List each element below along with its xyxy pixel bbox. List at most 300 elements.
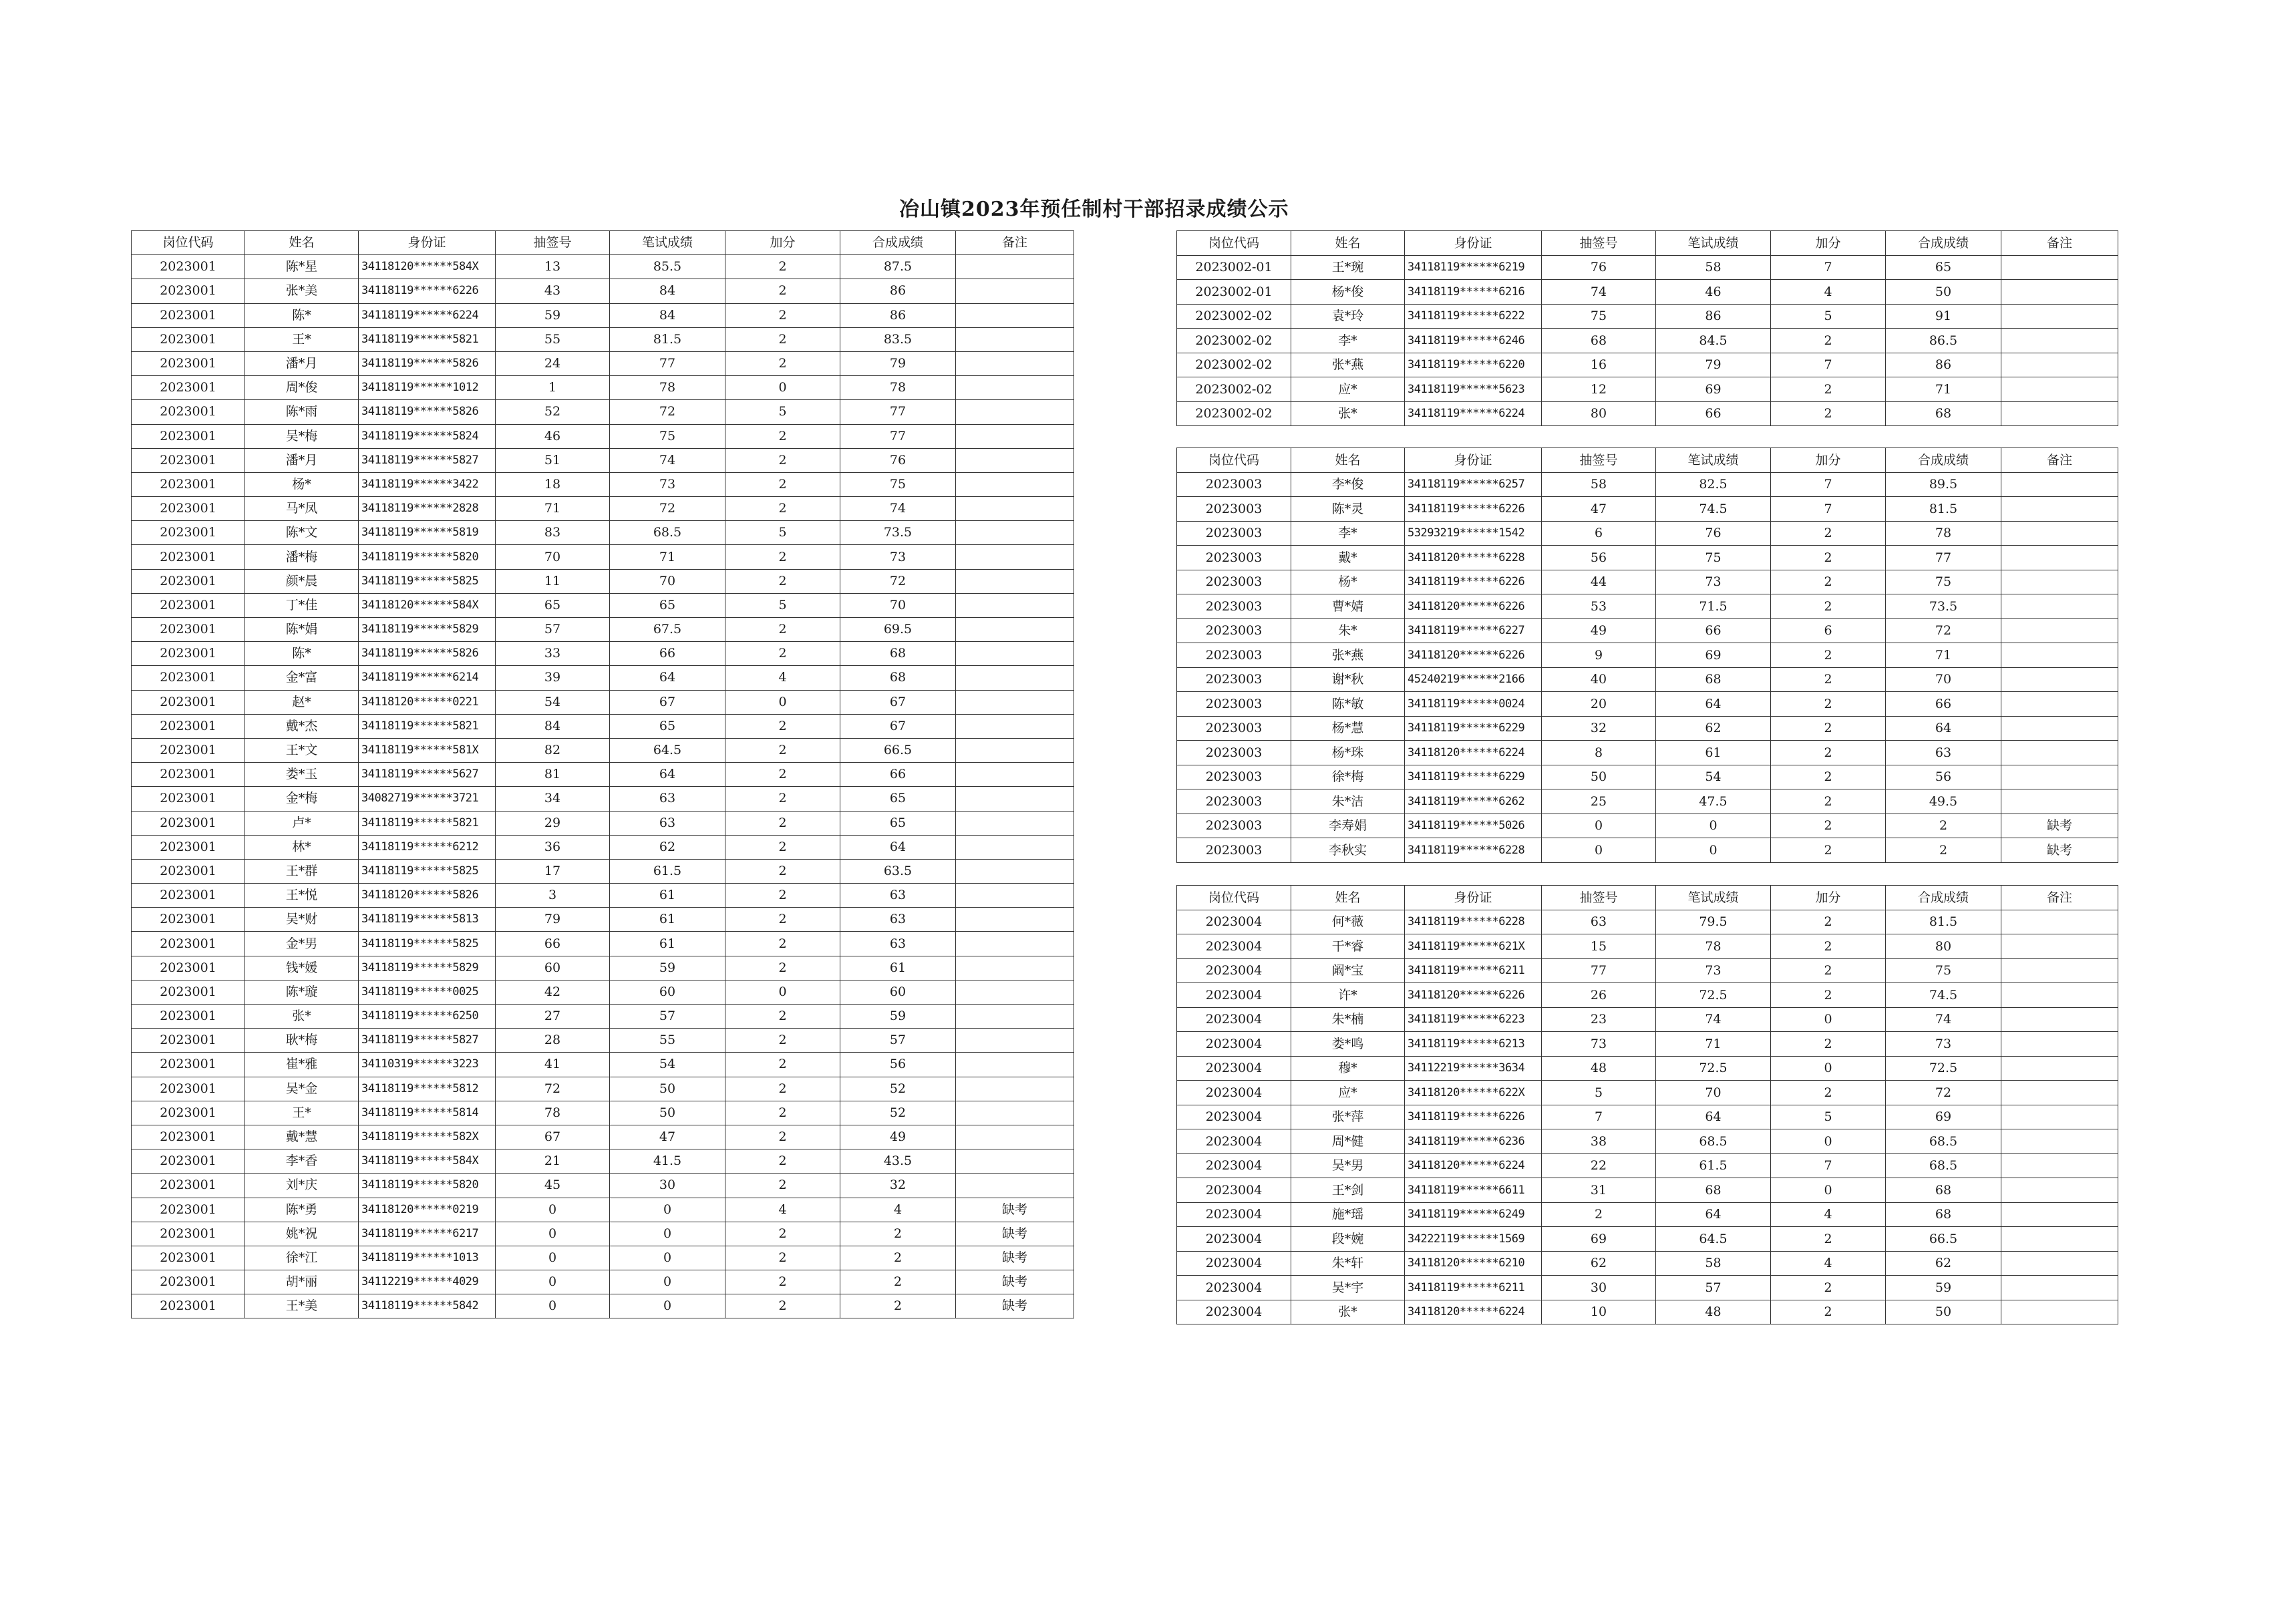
id-number-cell: 34112219******4029 (359, 1270, 496, 1294)
name-cell: 谢*秋 (1291, 667, 1405, 692)
written-score-cell: 54 (610, 1053, 725, 1077)
total-score-cell: 73.5 (840, 521, 956, 545)
remark-cell (956, 811, 1074, 835)
id-number-cell: 34118119******6216 (1405, 280, 1542, 305)
bonus-cell: 2 (725, 787, 840, 811)
id-number-cell: 45240219******2166 (1405, 667, 1542, 692)
written-score-cell: 74 (610, 448, 725, 472)
bonus-cell: 5 (725, 400, 840, 424)
name-cell: 杨*珠 (1291, 741, 1405, 765)
post-code-cell: 2023001 (132, 714, 245, 738)
bonus-cell: 7 (1771, 255, 1886, 280)
table-row (132, 932, 1074, 956)
table-row (132, 956, 1074, 980)
name-cell: 王*剑 (1291, 1178, 1405, 1203)
remark-cell (2001, 692, 2118, 717)
draw-number-cell: 31 (1542, 1178, 1656, 1203)
name-cell: 李*俊 (1291, 472, 1405, 497)
written-score-cell: 66 (1656, 618, 1771, 643)
draw-number-cell: 26 (1542, 983, 1656, 1008)
name-cell: 崔*雅 (245, 1053, 359, 1077)
total-score-cell: 63.5 (840, 859, 956, 883)
remark-cell (956, 690, 1074, 714)
draw-number-cell: 71 (496, 497, 610, 521)
id-number-cell: 34118119******6229 (1405, 716, 1542, 741)
total-score-cell: 79 (840, 351, 956, 375)
name-cell: 朱*楠 (1291, 1007, 1405, 1032)
post-code-cell: 2023004 (1177, 1129, 1291, 1154)
table-row (1177, 741, 2118, 765)
name-cell: 胡*丽 (245, 1270, 359, 1294)
total-score-cell: 81.5 (1886, 910, 2001, 934)
remark-cell (956, 303, 1074, 327)
bonus-cell: 2 (1771, 789, 1886, 814)
remark-cell (2001, 472, 2118, 497)
table-row (1177, 1105, 2118, 1129)
name-cell: 吴*男 (1291, 1153, 1405, 1178)
name-cell: 何*薇 (1291, 910, 1405, 934)
bonus-cell: 2 (1771, 838, 1886, 863)
remark-cell (2001, 741, 2118, 765)
id-number-cell: 34118120******0221 (359, 690, 496, 714)
id-number-cell: 34118119******6211 (1405, 1276, 1542, 1300)
draw-number-cell: 39 (496, 666, 610, 690)
written-score-cell: 59 (610, 956, 725, 980)
remark-cell (2001, 1202, 2118, 1227)
post-code-cell: 2023001 (132, 448, 245, 472)
id-number-cell: 34118119******6246 (1405, 329, 1542, 353)
id-number-cell: 34118119******6224 (1405, 401, 1542, 426)
remark-cell (956, 521, 1074, 545)
post-code-cell: 2023001 (132, 738, 245, 762)
draw-number-cell: 63 (1542, 910, 1656, 934)
table-row (132, 738, 1074, 762)
written-score-cell: 58 (1656, 255, 1771, 280)
draw-number-cell: 45 (496, 1174, 610, 1198)
header-name: 姓名 (1291, 448, 1405, 473)
written-score-cell: 57 (1656, 1276, 1771, 1300)
name-cell: 戴*杰 (245, 714, 359, 738)
table-row (132, 690, 1074, 714)
post-code-cell: 2023003 (1177, 741, 1291, 765)
bonus-cell: 2 (1771, 1276, 1886, 1300)
id-number-cell: 34118119******6229 (1405, 765, 1542, 789)
remark-cell (956, 545, 1074, 569)
post-code-cell: 2023001 (132, 932, 245, 956)
header-name: 姓名 (1291, 231, 1405, 256)
written-score-cell: 76 (1656, 521, 1771, 546)
post-code-cell: 2023003 (1177, 472, 1291, 497)
total-score-cell: 52 (840, 1101, 956, 1125)
table-row (132, 1125, 1074, 1149)
name-cell: 周*俊 (245, 376, 359, 400)
table-row (132, 666, 1074, 690)
name-cell: 金*梅 (245, 787, 359, 811)
draw-number-cell: 41 (496, 1053, 610, 1077)
written-score-cell: 57 (610, 1005, 725, 1029)
page-title: 冶山镇2023年预任制村干部招录成绩公示 (899, 198, 1289, 221)
total-score-cell: 49 (840, 1125, 956, 1149)
id-number-cell: 34118119******5819 (359, 521, 496, 545)
remark-cell (2001, 1032, 2118, 1057)
id-number-cell: 34118119******6226 (1405, 1105, 1542, 1129)
written-score-cell: 70 (1656, 1081, 1771, 1105)
draw-number-cell: 58 (1542, 472, 1656, 497)
draw-number-cell: 15 (1542, 934, 1656, 959)
post-code-cell: 2023001 (132, 980, 245, 1004)
table-row (1177, 472, 2118, 497)
name-cell: 应* (1291, 377, 1405, 402)
total-score-cell: 68 (1886, 401, 2001, 426)
bonus-cell: 2 (725, 811, 840, 835)
bonus-cell: 2 (725, 1125, 840, 1149)
total-score-cell: 71 (1886, 643, 2001, 668)
id-number-cell: 34118120******6224 (1405, 741, 1542, 765)
total-score-cell: 4 (840, 1198, 956, 1222)
name-cell: 施*瑶 (1291, 1202, 1405, 1227)
name-cell: 许* (1291, 983, 1405, 1008)
header-remark: 备注 (2001, 231, 2118, 256)
remark-cell (2001, 1105, 2118, 1129)
draw-number-cell: 8 (1542, 741, 1656, 765)
total-score-cell: 61 (840, 956, 956, 980)
header-id-number: 身份证 (1405, 448, 1542, 473)
id-number-cell: 34118119******6220 (1405, 353, 1542, 377)
bonus-cell: 0 (1771, 1129, 1886, 1154)
id-number-cell: 34118119******6219 (1405, 255, 1542, 280)
table-header-row (132, 231, 1074, 255)
header-post-code: 岗位代码 (1177, 231, 1291, 256)
bonus-cell: 2 (725, 569, 840, 593)
total-score-cell: 86 (840, 303, 956, 327)
table-row (132, 1077, 1074, 1101)
total-score-cell: 2 (840, 1294, 956, 1318)
post-code-cell: 2023003 (1177, 814, 1291, 838)
post-code-cell: 2023001 (132, 1246, 245, 1270)
post-code-cell: 2023001 (132, 666, 245, 690)
remark-cell (956, 738, 1074, 762)
draw-number-cell: 43 (496, 279, 610, 303)
written-score-cell: 61 (610, 908, 725, 932)
bonus-cell: 2 (725, 255, 840, 279)
total-score-cell: 64 (1886, 716, 2001, 741)
draw-number-cell: 60 (496, 956, 610, 980)
written-score-cell: 62 (1656, 716, 1771, 741)
id-number-cell: 34118119******6214 (359, 666, 496, 690)
written-score-cell: 47 (610, 1125, 725, 1149)
remark-cell (2001, 353, 2118, 377)
remark-cell (956, 1125, 1074, 1149)
post-code-cell: 2023004 (1177, 983, 1291, 1008)
draw-number-cell: 46 (496, 424, 610, 448)
bonus-cell: 6 (1771, 618, 1886, 643)
header-draw-number: 抽签号 (1542, 448, 1656, 473)
bonus-cell: 2 (1771, 1081, 1886, 1105)
post-code-cell: 2023004 (1177, 1227, 1291, 1252)
total-score-cell: 66 (1886, 692, 2001, 717)
id-number-cell: 34118119******5827 (359, 448, 496, 472)
table-row (132, 1246, 1074, 1270)
bonus-cell: 2 (725, 908, 840, 932)
remark-cell (956, 255, 1074, 279)
id-number-cell: 34118119******5026 (1405, 814, 1542, 838)
written-score-cell: 64 (1656, 1202, 1771, 1227)
id-number-cell: 34118119******6212 (359, 835, 496, 859)
id-number-cell: 34118119******5623 (1405, 377, 1542, 402)
id-number-cell: 34118120******0219 (359, 1198, 496, 1222)
bonus-cell: 2 (725, 618, 840, 642)
written-score-cell: 63 (610, 811, 725, 835)
id-number-cell: 34118119******0025 (359, 980, 496, 1004)
remark-cell (956, 618, 1074, 642)
name-cell: 徐*梅 (1291, 765, 1405, 789)
name-cell: 应* (1291, 1081, 1405, 1105)
total-score-cell: 76 (840, 448, 956, 472)
post-code-cell: 2023001 (132, 303, 245, 327)
remark-cell (956, 666, 1074, 690)
post-code-cell: 2023001 (132, 424, 245, 448)
written-score-cell: 71.5 (1656, 594, 1771, 619)
name-cell: 曹*婧 (1291, 594, 1405, 619)
remark-cell (2001, 618, 2118, 643)
draw-number-cell: 72 (496, 1077, 610, 1101)
id-number-cell: 53293219******1542 (1405, 521, 1542, 546)
draw-number-cell: 51 (496, 448, 610, 472)
remark-cell (2001, 401, 2118, 426)
post-code-cell: 2023003 (1177, 594, 1291, 619)
bonus-cell: 2 (725, 327, 840, 351)
post-code-cell: 2023001 (132, 593, 245, 617)
written-score-cell: 73 (1656, 570, 1771, 594)
total-score-cell: 52 (840, 1077, 956, 1101)
remark-cell (956, 448, 1074, 472)
table-row (1177, 1251, 2118, 1276)
bonus-cell: 0 (1771, 1056, 1886, 1081)
written-score-cell: 77 (610, 351, 725, 375)
id-number-cell: 34118119******6227 (1405, 618, 1542, 643)
post-code-cell: 2023001 (132, 521, 245, 545)
header-draw-number: 抽签号 (496, 231, 610, 255)
post-code-cell: 2023001 (132, 642, 245, 666)
header-written-score: 笔试成绩 (1656, 231, 1771, 256)
bonus-cell: 2 (1771, 983, 1886, 1008)
bonus-cell: 0 (725, 980, 840, 1004)
remark-cell (2001, 1056, 2118, 1081)
name-cell: 卢* (245, 811, 359, 835)
bonus-cell: 2 (725, 1077, 840, 1101)
post-code-cell: 2023004 (1177, 958, 1291, 983)
total-score-cell: 72 (1886, 618, 2001, 643)
id-number-cell: 34118119******6213 (1405, 1032, 1542, 1057)
total-score-cell: 68 (1886, 1178, 2001, 1203)
written-score-cell: 63 (610, 787, 725, 811)
draw-number-cell: 55 (496, 327, 610, 351)
remark-cell (2001, 546, 2118, 570)
name-cell: 丁*佳 (245, 593, 359, 617)
remark-cell (956, 642, 1074, 666)
id-number-cell: 34118119******6250 (359, 1005, 496, 1029)
written-score-cell: 61 (610, 932, 725, 956)
draw-number-cell: 50 (1542, 765, 1656, 789)
post-code-cell: 2023003 (1177, 546, 1291, 570)
post-code-cell: 2023004 (1177, 910, 1291, 934)
table-row (1177, 910, 2118, 934)
id-number-cell: 34118120******6228 (1405, 546, 1542, 570)
name-cell: 阚*宝 (1291, 958, 1405, 983)
draw-number-cell: 83 (496, 521, 610, 545)
remark-cell (2001, 765, 2118, 789)
draw-number-cell: 82 (496, 738, 610, 762)
id-number-cell: 34118119******1012 (359, 376, 496, 400)
id-number-cell: 34118120******6226 (1405, 594, 1542, 619)
table-row (1177, 329, 2118, 353)
draw-number-cell: 28 (496, 1029, 610, 1053)
remark-cell (956, 763, 1074, 787)
name-cell: 张* (1291, 1300, 1405, 1324)
draw-number-cell: 7 (1542, 1105, 1656, 1129)
post-code-cell: 2023004 (1177, 1178, 1291, 1203)
table-row (1177, 1178, 2118, 1203)
bonus-cell: 0 (1771, 1178, 1886, 1203)
bonus-cell: 5 (725, 521, 840, 545)
id-number-cell: 34118120******584X (359, 593, 496, 617)
written-score-cell: 82.5 (1656, 472, 1771, 497)
total-score-cell: 32 (840, 1174, 956, 1198)
written-score-cell: 48 (1656, 1300, 1771, 1324)
bonus-cell: 2 (1771, 934, 1886, 959)
remark-cell (956, 1053, 1074, 1077)
table-row (1177, 716, 2118, 741)
table-row (1177, 497, 2118, 522)
score-table-2023001 (131, 230, 1074, 1318)
post-code-cell: 2023003 (1177, 716, 1291, 741)
remark-cell (2001, 1251, 2118, 1276)
remark-cell: 缺考 (956, 1246, 1074, 1270)
total-score-cell: 59 (840, 1005, 956, 1029)
written-score-cell: 68 (1656, 1178, 1771, 1203)
bonus-cell: 5 (1771, 304, 1886, 329)
draw-number-cell: 29 (496, 811, 610, 835)
remark-cell (956, 908, 1074, 932)
total-score-cell: 72.5 (1886, 1056, 2001, 1081)
draw-number-cell: 21 (496, 1149, 610, 1174)
written-score-cell: 64 (610, 763, 725, 787)
total-score-cell: 89.5 (1886, 472, 2001, 497)
post-code-cell: 2023003 (1177, 667, 1291, 692)
remark-cell (956, 956, 1074, 980)
total-score-cell: 62 (1886, 1251, 2001, 1276)
draw-number-cell: 78 (496, 1101, 610, 1125)
draw-number-cell: 48 (1542, 1056, 1656, 1081)
total-score-cell: 91 (1886, 304, 2001, 329)
remark-cell (956, 327, 1074, 351)
written-score-cell: 68.5 (610, 521, 725, 545)
name-cell: 张* (1291, 401, 1405, 426)
table-row (132, 424, 1074, 448)
post-code-cell: 2023001 (132, 1005, 245, 1029)
remark-cell (956, 787, 1074, 811)
remark-cell (956, 1149, 1074, 1174)
draw-number-cell: 76 (1542, 255, 1656, 280)
id-number-cell: 34118119******6257 (1405, 472, 1542, 497)
name-cell: 王*悦 (245, 884, 359, 908)
draw-number-cell: 79 (496, 908, 610, 932)
post-code-cell: 2023001 (132, 279, 245, 303)
total-score-cell: 67 (840, 690, 956, 714)
remark-cell (2001, 1153, 2118, 1178)
name-cell: 钱*媛 (245, 956, 359, 980)
remark-cell (2001, 377, 2118, 402)
written-score-cell: 64 (610, 666, 725, 690)
name-cell: 张*燕 (1291, 643, 1405, 668)
written-score-cell: 79.5 (1656, 910, 1771, 934)
remark-cell (2001, 667, 2118, 692)
remark-cell: 缺考 (2001, 838, 2118, 863)
remark-cell (2001, 1081, 2118, 1105)
name-cell: 陈*灵 (1291, 497, 1405, 522)
id-number-cell: 34118119******5826 (359, 642, 496, 666)
id-number-cell: 34118120******6224 (1405, 1153, 1542, 1178)
id-number-cell: 34118119******6211 (1405, 958, 1542, 983)
header-post-code: 岗位代码 (1177, 886, 1291, 910)
written-score-cell: 61.5 (1656, 1153, 1771, 1178)
draw-number-cell: 27 (496, 1005, 610, 1029)
remark-cell (956, 1101, 1074, 1125)
total-score-cell: 75 (1886, 958, 2001, 983)
post-code-cell: 2023001 (132, 1294, 245, 1318)
draw-number-cell: 20 (1542, 692, 1656, 717)
bonus-cell: 2 (725, 279, 840, 303)
name-cell: 杨* (245, 472, 359, 496)
table-row (132, 327, 1074, 351)
table-row (1177, 401, 2118, 426)
bonus-cell: 2 (725, 642, 840, 666)
name-cell: 袁*玲 (1291, 304, 1405, 329)
post-code-cell: 2023003 (1177, 765, 1291, 789)
written-score-cell: 0 (1656, 838, 1771, 863)
id-number-cell: 34112219******3634 (1405, 1056, 1542, 1081)
id-number-cell: 34118119******5829 (359, 618, 496, 642)
id-number-cell: 34222119******1569 (1405, 1227, 1542, 1252)
post-code-cell: 2023001 (132, 835, 245, 859)
bonus-cell: 2 (1771, 667, 1886, 692)
post-code-cell: 2023003 (1177, 838, 1291, 863)
post-code-cell: 2023004 (1177, 1276, 1291, 1300)
draw-number-cell: 80 (1542, 401, 1656, 426)
bonus-cell: 2 (725, 1005, 840, 1029)
header-total-score: 合成成绩 (840, 231, 956, 255)
id-number-cell: 34118119******5825 (359, 932, 496, 956)
id-number-cell: 34118120******6224 (1405, 1300, 1542, 1324)
remark-cell (956, 835, 1074, 859)
draw-number-cell: 2 (1542, 1202, 1656, 1227)
written-score-cell: 67 (610, 690, 725, 714)
name-cell: 段*婉 (1291, 1227, 1405, 1252)
draw-number-cell: 18 (496, 472, 610, 496)
written-score-cell: 78 (610, 376, 725, 400)
post-code-cell: 2023001 (132, 1029, 245, 1053)
name-cell: 王* (245, 1101, 359, 1125)
written-score-cell: 67.5 (610, 618, 725, 642)
remark-cell (2001, 497, 2118, 522)
table-row (132, 593, 1074, 617)
draw-number-cell: 0 (496, 1270, 610, 1294)
total-score-cell: 69 (1886, 1105, 2001, 1129)
id-number-cell: 34118119******0024 (1405, 692, 1542, 717)
remark-cell (956, 1005, 1074, 1029)
bonus-cell: 2 (725, 884, 840, 908)
draw-number-cell: 49 (1542, 618, 1656, 643)
